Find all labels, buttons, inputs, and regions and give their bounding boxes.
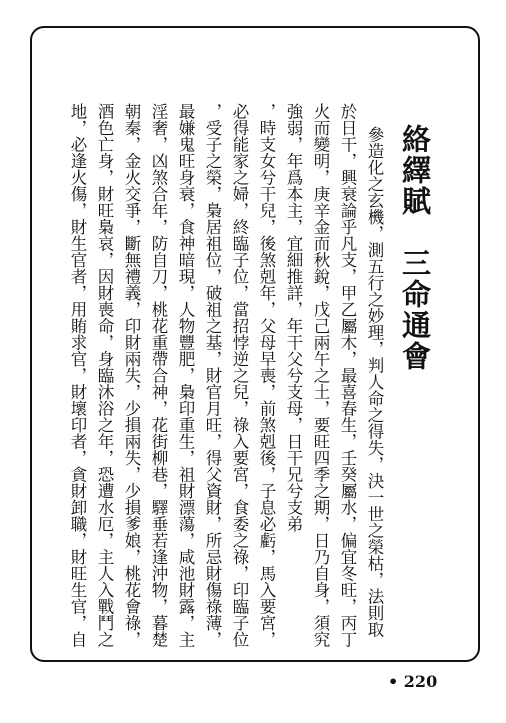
text-column-6: 必得能家之婦，終臨子位，當招悖逆之兒，祿入要宮，食委之祿，印臨子位 — [230, 103, 249, 648]
page-number: • 220 — [388, 672, 438, 691]
text-column-12: 地，必逢火傷，財生官者，用賄求官，財壞印者，貪財卸職，財旺生官，自 — [68, 103, 87, 648]
text-column-10: 朝秦，金火交爭，斷無禮義，印財兩失，少損兩失，少損爹娘，桃花會祿， — [122, 103, 141, 648]
text-column-2: 於日干，興衰論乎凡支，甲乙屬木，最喜春生，壬癸屬水，偏宜冬旺，丙丁 — [338, 103, 357, 648]
text-column-5: ，時支女兮干兒，後煞剋年，父母早喪，前煞剋後，子息必虧，馬入要宮， — [257, 103, 276, 648]
text-column-3: 火而變明，庚辛金而秋銳，戊己兩午之土，要旺四季之期，日乃自身，須究 — [311, 103, 330, 648]
text-column-9: 淫奢，凶煞合年，防自刀，桃花重帶合神，花街柳巷，驛垂若逢沖物，暮楚 — [149, 103, 168, 648]
text-column-7: ，受子之榮，梟居祖位，破祖之基，財官月旺，得父資財，所忌財傷祿薄， — [203, 103, 222, 648]
chapter-title: 絡繹賦 三命通會 — [398, 124, 432, 372]
text-column-4: 強弱，年爲本主，宜細推詳，年干父兮支母，日干兄兮支弟 — [284, 103, 303, 532]
text-column-11: 酒色亡身，財旺梟哀，因財喪命，身臨沐浴之年，恐遭水厄，主人入戰鬥之 — [95, 103, 114, 648]
text-column-1: 參造化之玄機，測五行之妙理，判人命之得失，決一世之榮枯，法則取 — [365, 126, 384, 638]
text-column-8: 最嫌鬼旺身衰，食神暗現，人物豐肥，梟印重生，祖財漂蕩，咸池財露，主 — [176, 103, 195, 648]
